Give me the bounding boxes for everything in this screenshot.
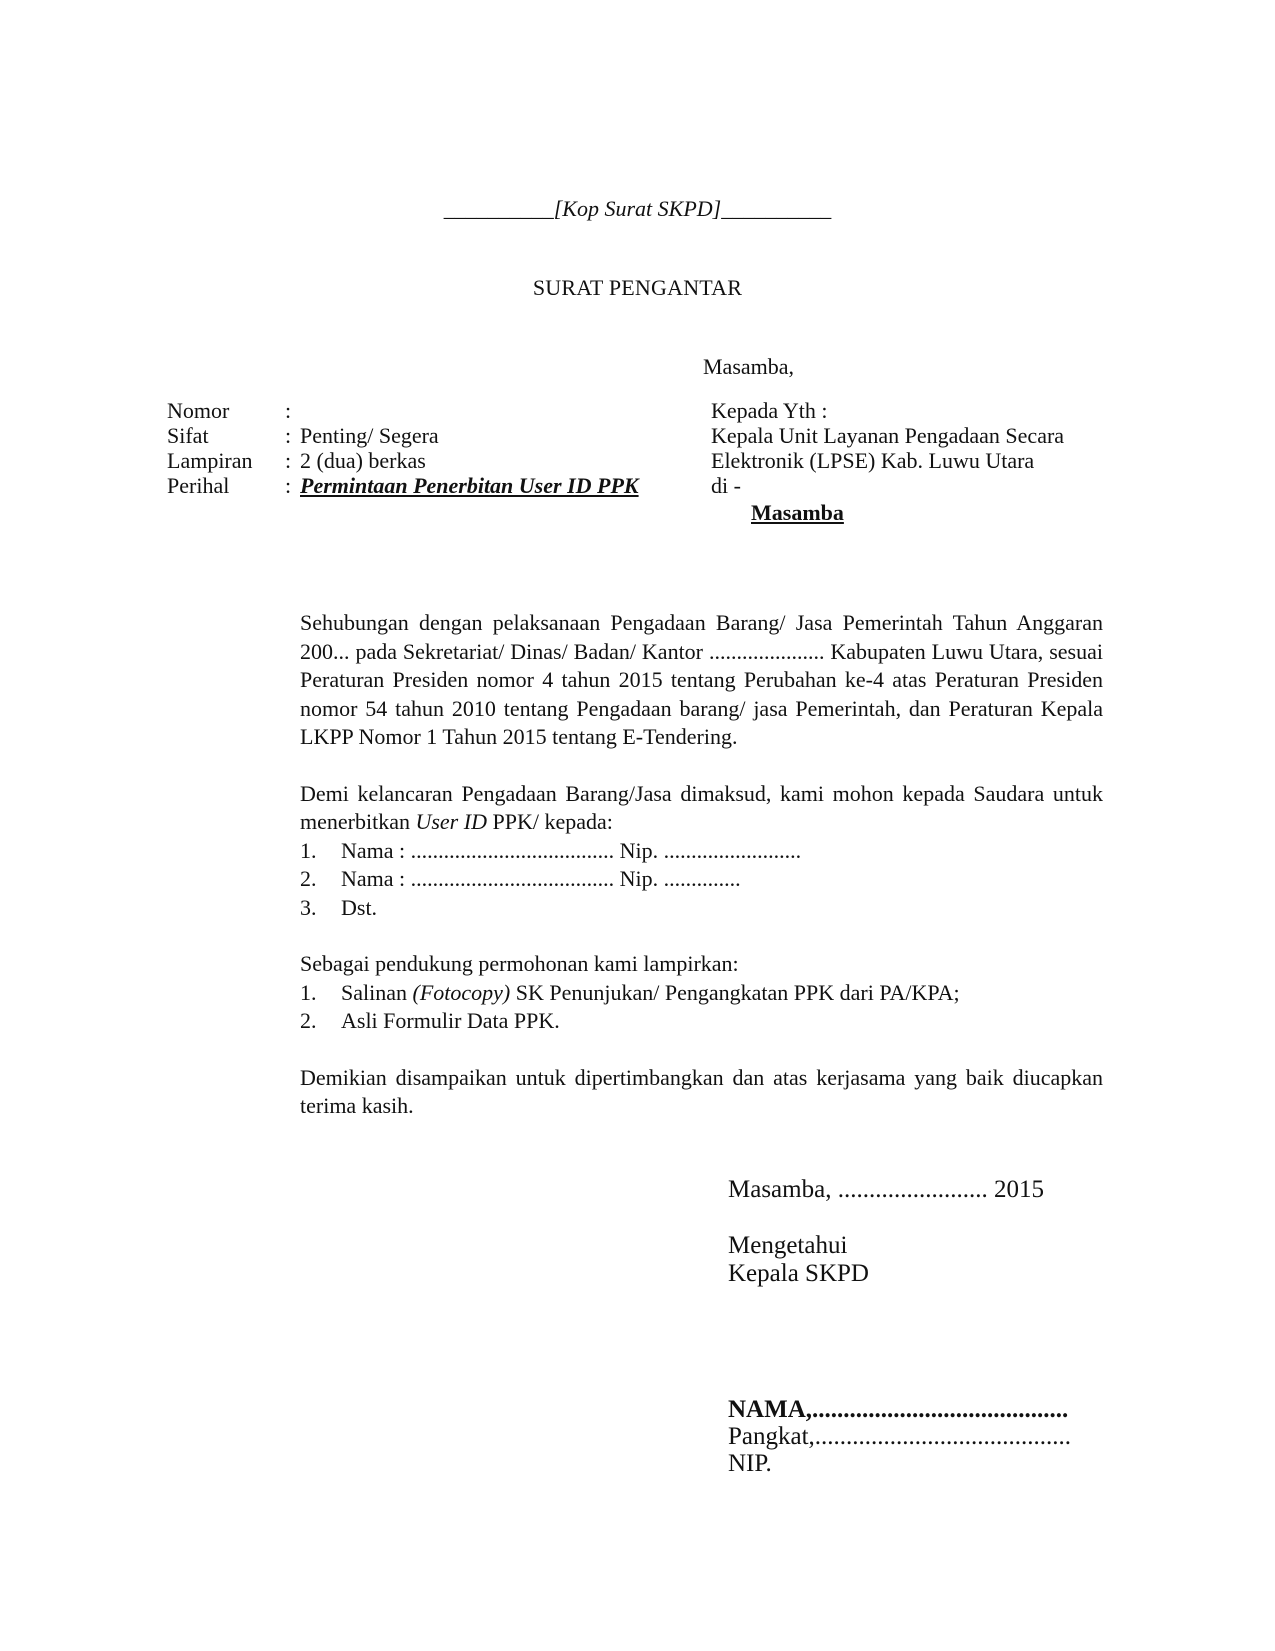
list-text: Asli Formulir Data PPK. <box>341 1008 560 1033</box>
signature-name: NAMA,......................................... <box>728 1396 1069 1423</box>
meta-label: Lampiran <box>167 448 253 473</box>
list-text: Dst. <box>341 894 378 920</box>
signature-known: Mengetahui <box>728 1232 848 1259</box>
request-text-em: User ID <box>415 809 487 834</box>
meta-value: Penting/ Segera <box>300 423 439 448</box>
list-number: 1. <box>300 979 317 1005</box>
meta-colon: : <box>285 473 292 498</box>
list-item <box>300 894 1103 923</box>
paragraph-intro: Sehubungan dengan pelaksanaan Pengadaan Barang/ Jasa Pemerintah Tahun Anggaran 200... pada Sekretariat/ Dinas/ Badan/ Kantor ..................... Kabupaten Luwu Utara, sesuai Peraturan Presiden nomor 4 tahun 2015 tentang Perubahan ke-4 atas Peraturan Presiden nomor 54 tahun 2010 tentang Pengadaan barang/ jasa Pemerintah, dan Peraturan Kepala LKPP Nomor 1 Tahun 2015 tentang E-Tendering. <box>300 610 1103 749</box>
meta-label: Perihal <box>167 473 230 498</box>
list-item <box>300 865 1103 894</box>
request-text-end: PPK/ kepada: <box>486 809 613 834</box>
meta-value-subject: Permintaan Penerbitan User ID PPK <box>300 473 639 498</box>
meta-value: 2 (dua) berkas <box>300 448 426 473</box>
attachment-text-em: (Fotocopy) <box>412 979 511 1005</box>
meta-colon: : <box>285 398 292 423</box>
letterhead-placeholder: __________[Kop Surat SKPD]__________ <box>443 196 832 221</box>
signature-nip: NIP. <box>728 1450 772 1477</box>
signature-rank: Pangkat,......................................... <box>728 1423 1072 1450</box>
list-item <box>300 837 1103 866</box>
letter-meta <box>167 398 639 498</box>
paragraph-closing: Demikian disampaikan untuk dipertimbangkan dan atas kerjasama yang baik diucapkan terima kasih. <box>300 1064 1103 1118</box>
meta-label: Sifat <box>167 423 209 448</box>
list-number: 2. <box>300 866 317 891</box>
attachment-list <box>300 979 1103 1036</box>
meta-row-lampiran <box>167 448 639 473</box>
address-salutation: Kepada Yth : <box>711 398 828 423</box>
signature-date: Masamba, ........................ 2015 <box>728 1176 1044 1203</box>
request-text: Demi kelancaran Pengadaan Barang/Jasa dimaksud, kami mohon kepada Saudara untuk menerbitkan <box>300 780 1103 834</box>
meta-colon: : <box>285 423 292 448</box>
meta-label: Nomor <box>167 398 230 423</box>
recipient-address <box>711 398 1064 525</box>
meta-colon: : <box>285 448 292 473</box>
letter-title: SURAT PENGANTAR <box>532 275 743 300</box>
list-number: 3. <box>300 894 317 920</box>
meta-row-sifat <box>167 423 639 448</box>
address-di: di - <box>711 473 741 498</box>
attachment-text: Salinan <box>341 979 413 1005</box>
attachment-text-end: SK Penunjukan/ Pengangkatan PPK dari PA/KPA; <box>510 979 960 1005</box>
place-date-top: Masamba, <box>703 354 795 379</box>
paragraph-request <box>300 780 1103 837</box>
list-text: Nama : ..................................... Nip. .............. <box>341 866 741 891</box>
paragraph-attachments: Sebagai pendukung permohonan kami lampirkan: <box>300 951 739 976</box>
list-number: 2. <box>300 1008 317 1033</box>
list-item <box>300 979 1103 1008</box>
address-recipient: Kepala Unit Layanan Pengadaan Secara <box>711 423 1065 448</box>
address-recipient-cont: Elektronik (LPSE) Kab. Luwu Utara <box>711 448 1035 473</box>
address-city: Masamba <box>751 500 844 525</box>
list-text: Nama : ..................................... Nip. ......................... <box>341 837 802 863</box>
meta-row-nomor <box>167 398 639 423</box>
list-item <box>300 1007 1103 1036</box>
letter-body <box>300 609 1103 1121</box>
meta-row-perihal <box>167 473 639 498</box>
ppk-list <box>300 837 1103 923</box>
list-number: 1. <box>300 837 317 863</box>
list-text <box>341 979 960 1008</box>
signature-position: Kepala SKPD <box>728 1260 869 1287</box>
